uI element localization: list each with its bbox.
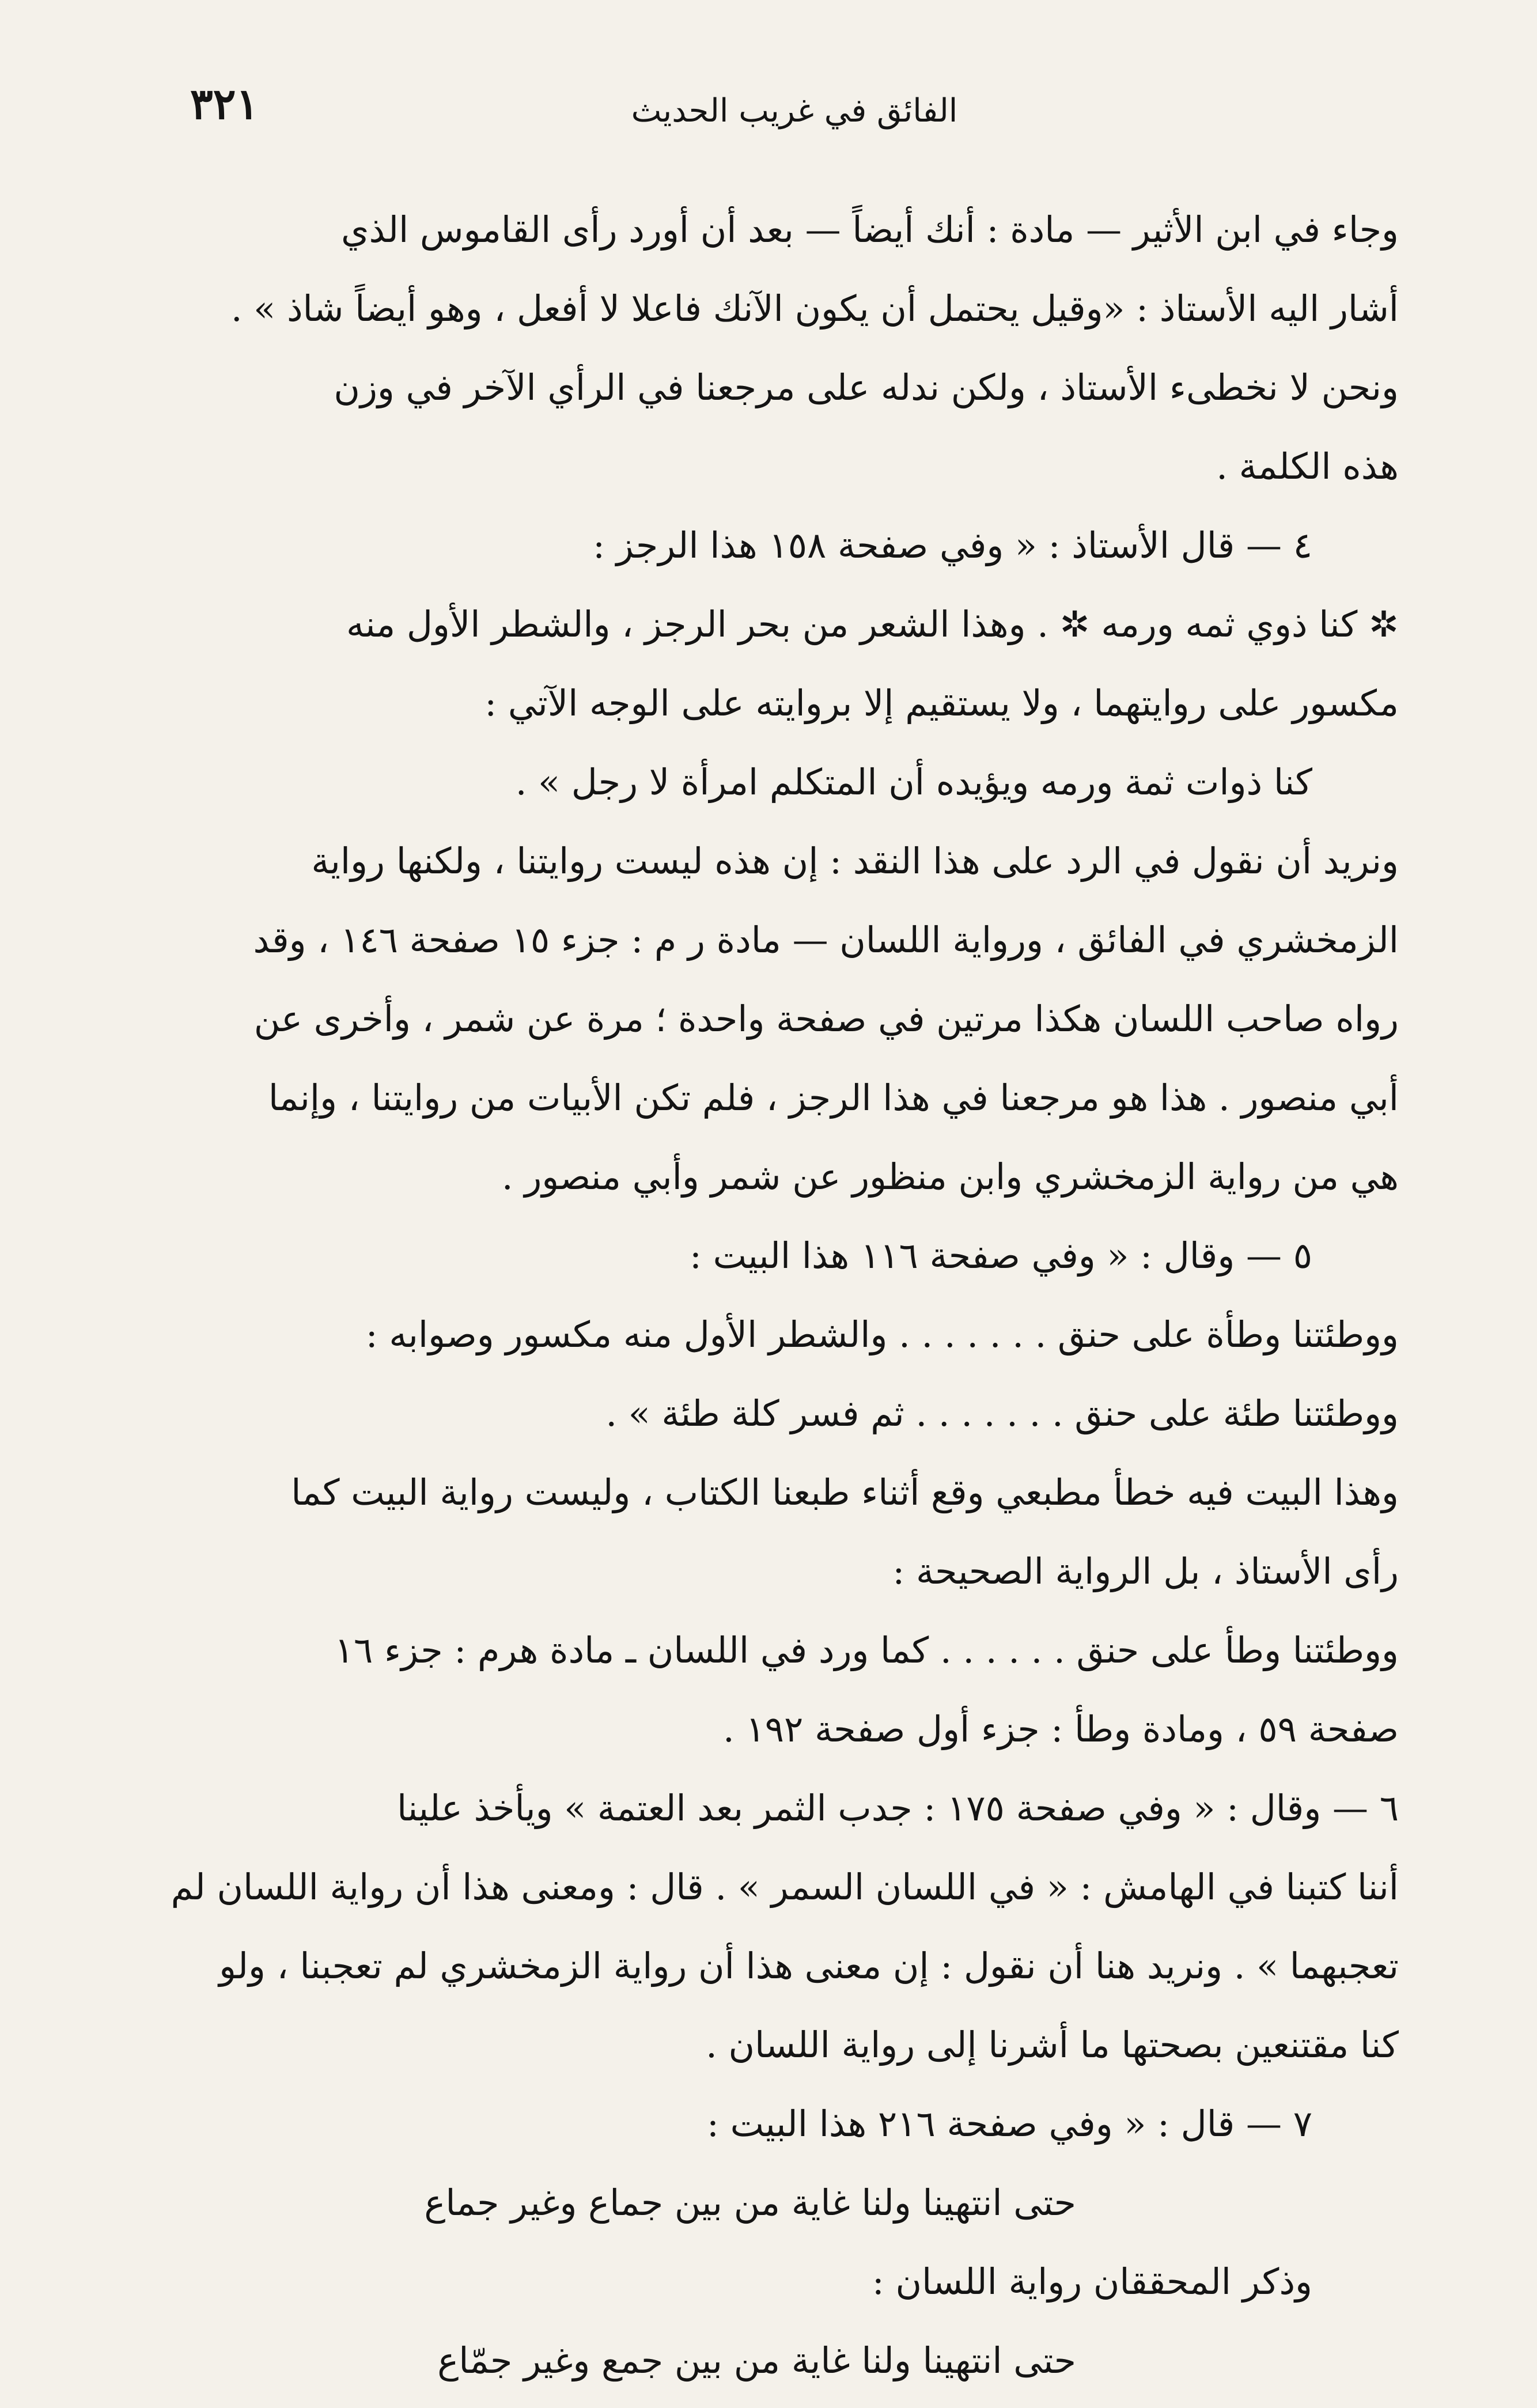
- page-number: ٣٢١: [190, 79, 259, 129]
- text-line: مكسور على روايتهما ، ولا يستقيم إلا بروايته على الوجه الآتي :: [484, 682, 1399, 724]
- text-line: أننا كتبنا في الهامش : « في اللسان السمر » . قال : ومعنى هذا أن رواية اللسان لم: [171, 1866, 1399, 1908]
- page-header: [190, 69, 1399, 150]
- text-line: ونريد أن نقول في الرد على هذا النقد : إن هذه ليست روايتنا ، ولكنها رواية: [311, 840, 1399, 882]
- numbered-item-line: ٦ — وقال : « وفي صفحة ١٧٥ : جدب الثمر بعد العتمة » ويأخذ علينا: [397, 1787, 1399, 1829]
- text-line: أبي منصور . هذا هو مرجعنا في هذا الرجز ، فلم تكن الأبيات من روايتنا ، وإنما: [268, 1077, 1399, 1119]
- text-line: ✲ كنا ذوي ثمه ورمه ✲ . وهذا الشعر من بحر الرجز ، والشطر الأول منه: [346, 603, 1399, 645]
- page-body: [138, 190, 1399, 2400]
- text-line: ووطئتنا طئة على حنق . . . . . . . ثم فسر كلة طئة » .: [605, 1392, 1399, 1434]
- text-line: ووطئتنا وطأة على حنق . . . . . . . والشطر الأول منه مكسور وصوابه :: [365, 1313, 1399, 1356]
- text-line: تعجبهما » . ونريد هنا أن نقول : إن معنى هذا أن رواية الزمخشري لم تعجبنا ، ولو: [219, 1945, 1399, 1987]
- text-line: هي من رواية الزمخشري وابن منظور عن شمر وأبي منصور .: [501, 1156, 1399, 1198]
- text-line: وجاء في ابن الأثير — مادة : أنك أيضاً — بعد أن أورد رأى القاموس الذي: [341, 209, 1399, 251]
- text-line: هذه الكلمة .: [1216, 445, 1399, 487]
- text-line: رأى الأستاذ ، بل الرواية الصحيحة :: [892, 1550, 1399, 1592]
- text-line: وذكر المحققان رواية اللسان :: [872, 2261, 1312, 2303]
- text-line: ووطئتنا وطأ على حنق . . . . . . كما ورد في اللسان ـ مادة هرم : جزء ١٦: [334, 1629, 1399, 1671]
- text-line: صفحة ٥٩ ، ومادة وطأ : جزء أول صفحة ١٩٢ .: [723, 1708, 1399, 1750]
- verse-line: كنا ذوات ثمة ورمه ويؤيده أن المتكلم امرأة لا رجل » .: [515, 761, 1312, 803]
- verse-line: حتى انتهينا ولنا غاية من بين جمع وغير جمّاع: [437, 2339, 1076, 2382]
- numbered-item-line: ٤ — قال الأستاذ : « وفي صفحة ١٥٨ هذا الرجز :: [593, 524, 1312, 566]
- text-line: كنا مقتنعين بصحتها ما أشرنا إلى رواية اللسان .: [706, 2024, 1399, 2066]
- verse-line: حتى انتهينا ولنا غاية من بين جماع وغير جماع: [424, 2182, 1076, 2224]
- text-line: الزمخشري في الفائق ، ورواية اللسان — مادة ر م : جزء ١٥ صفحة ١٤٦ ، وقد: [253, 919, 1399, 961]
- numbered-item-line: ٥ — وقال : « وفي صفحة ١١٦ هذا البيت :: [690, 1235, 1312, 1277]
- numbered-item-line: ٧ — قال : « وفي صفحة ٢١٦ هذا البيت :: [706, 2103, 1312, 2145]
- text-line: ونحن لا نخطىء الأستاذ ، ولكن ندله على مرجعنا في الرأي الآخر في وزن: [334, 366, 1399, 408]
- text-line: وهذا البيت فيه خطأ مطبعي وقع أثناء طبعنا الكتاب ، وليست رواية البيت كما: [291, 1471, 1399, 1513]
- running-title: الفائق في غريب الحديث: [631, 92, 958, 130]
- text-line: أشار اليه الأستاذ : «وقيل يحتمل أن يكون الآنك فاعلا لا أفعل ، وهو أيضاً شاذ » .: [230, 287, 1399, 330]
- text-line: رواه صاحب اللسان هكذا مرتين في صفحة واحدة ؛ مرة عن شمر ، وأخرى عن: [253, 998, 1399, 1040]
